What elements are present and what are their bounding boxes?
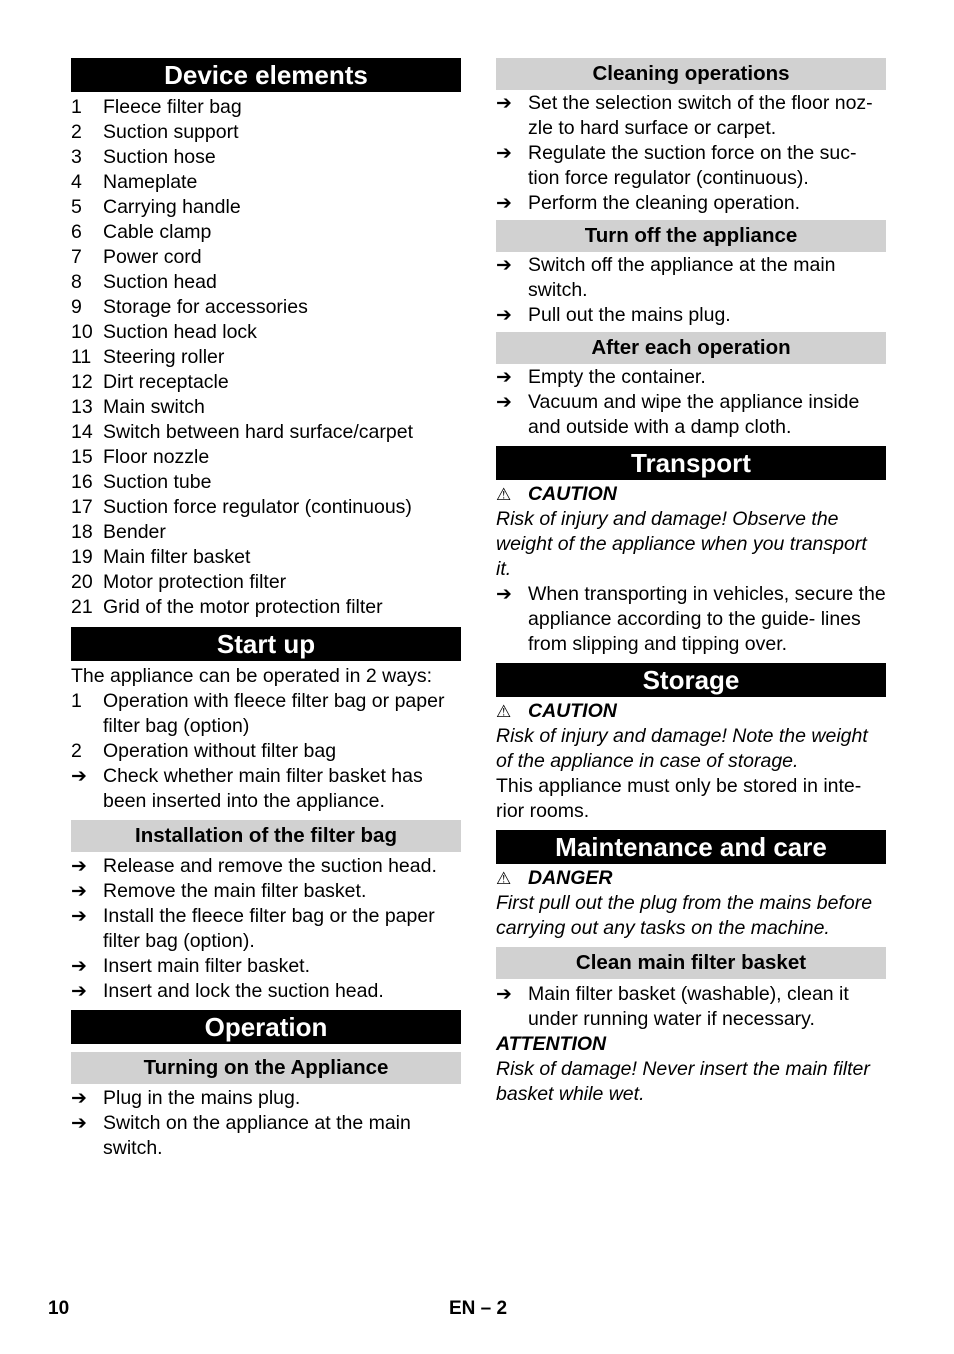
heading-after-each-operation: After each operation [496,332,886,364]
heading-installation-filter-bag: Installation of the filter bag [71,820,461,852]
arrow-icon: ➔ [496,193,512,214]
list-item: 7 Power cord [71,246,202,268]
list-item: 2 Suction support [71,121,239,143]
heading-device-elements: Device elements [71,58,461,92]
storage-caution: ⚠ CAUTION [496,700,617,722]
attention-text: Risk of damage! Never insert the main filter basket while wet. [496,1058,870,1105]
list-item: 20 Motor protection filter [71,571,287,593]
list-item: ➔ Switch off the appliance at the main switch. [496,254,836,301]
list-item: ➔ Pull out the mains plug. [496,304,731,326]
heading-turn-off: Turn off the appliance [496,220,886,252]
list-item: 5 Carrying handle [71,196,241,218]
arrow-icon: ➔ [496,305,512,326]
list-item: ➔ Insert main filter basket. [71,955,310,977]
list-item: ➔ Install the fleece filter bag or the paper filter bag (option). [71,905,435,952]
after-each-steps [496,364,886,440]
list-item: 14 Switch between hard surface/carpet [71,421,414,443]
list-item: ➔ Vacuum and wipe the appliance inside and outside with a damp cloth. [496,391,860,438]
list-item: ➔ Insert and lock the suction head. [71,980,384,1002]
transport-caution-text: Risk of injury and damage! Observe the weight of the appliance when you transport it. [496,508,867,580]
arrow-icon: ➔ [71,1113,87,1134]
list-item: 4 Nameplate [71,171,198,193]
arrow-icon: ➔ [71,881,87,902]
turning-on-steps [71,1084,461,1161]
heading-turning-on: Turning on the Appliance [71,1052,461,1084]
arrow-icon: ➔ [496,392,512,413]
list-item: 2 Operation without filter bag [71,740,337,762]
arrow-icon: ➔ [496,584,512,605]
arrow-icon: ➔ [496,984,512,1005]
heading-clean-main-filter: Clean main filter basket [496,947,886,979]
attention-label: ATTENTION [496,1033,607,1055]
arrow-icon: ➔ [71,766,87,787]
heading-cleaning-operations: Cleaning operations [496,58,886,90]
list-item: 17 Suction force regulator (continuous) [71,496,412,518]
list-item: ➔ Switch on the appliance at the main switch. [71,1112,411,1159]
heading-maintenance: Maintenance and care [496,830,886,864]
page-number: 10 [48,1298,70,1319]
list-item: ➔ Empty the container. [496,366,706,388]
list-item: ➔ Perform the cleaning operation. [496,192,801,214]
list-item: 11 Steering roller [71,346,225,368]
list-item: 9 Storage for accessories [71,296,308,318]
list-item: 8 Suction head [71,271,217,293]
warning-icon: ⚠ [496,485,512,504]
list-item: ➔ Regulate the suction force on the suc- tion force regulator (continuous). [496,142,857,189]
arrow-icon: ➔ [496,367,512,388]
list-item: 19 Main filter basket [71,546,251,568]
language-page-label: EN – 2 [449,1298,508,1319]
heading-storage: Storage [496,663,886,697]
heading-operation: Operation [71,1010,461,1044]
storage-note: This appliance must only be stored in inte- rior rooms. [496,775,862,822]
list-item: 18 Bender [71,521,166,543]
storage-caution-text: Risk of injury and damage! Note the weight of the appliance in case of storage. [496,725,868,772]
filter-bag-steps [71,852,461,1004]
arrow-icon: ➔ [496,255,512,276]
list-item: 16 Suction tube [71,471,212,493]
list-item: 1 Operation with fleece filter bag or paper filter bag (option) [71,690,445,737]
warning-icon: ⚠ [496,702,512,721]
list-item: ➔ Release and remove the suction head. [71,855,437,877]
arrow-icon: ➔ [496,143,512,164]
transport-caution: ⚠ CAUTION [496,483,617,505]
arrow-icon: ➔ [496,93,512,114]
left-column [71,58,461,1161]
arrow-icon: ➔ [71,856,87,877]
list-item: 10 Suction head lock [71,321,257,343]
list-item: 6 Cable clamp [71,221,212,243]
arrow-icon: ➔ [71,1088,87,1109]
list-item: ➔ Main filter basket (washable), clean it under running water if necessary. [496,983,849,1030]
cleaning-steps [496,90,886,216]
maintenance-danger: ⚠ DANGER [496,867,613,889]
arrow-icon: ➔ [71,906,87,927]
list-item: 21 Grid of the motor protection filter [71,596,383,618]
warning-icon: ⚠ [496,869,512,888]
arrow-icon: ➔ [71,981,87,1002]
list-item: 12 Dirt receptacle [71,371,229,393]
start-up-intro: The appliance can be operated in 2 ways: [71,665,432,687]
maintenance-danger-text: First pull out the plug from the mains before carrying out any tasks on the machine. [496,892,873,939]
heading-transport: Transport [496,446,886,480]
list-item: 15 Floor nozzle [71,446,210,468]
list-item: 1 Fleece filter bag [71,96,242,118]
list-item: ➔ Set the selection switch of the floor noz- zle to hard surface or carpet. [496,92,873,139]
heading-start-up: Start up [71,627,461,661]
turn-off-steps [496,252,886,328]
list-item: ➔ When transporting in vehicles, secure the appliance according to the guide- lines from slipping and tipping over. [496,583,886,655]
device-elements-list [71,92,461,620]
right-column [496,58,886,1107]
list-item: ➔ Remove the main filter basket. [71,880,367,902]
list-item: ➔ Check whether main filter basket has been inserted into the appliance. [71,765,423,812]
list-item: 13 Main switch [71,396,205,418]
arrow-icon: ➔ [71,956,87,977]
list-item: ➔ Plug in the mains plug. [71,1087,301,1109]
list-item: 3 Suction hose [71,146,216,168]
